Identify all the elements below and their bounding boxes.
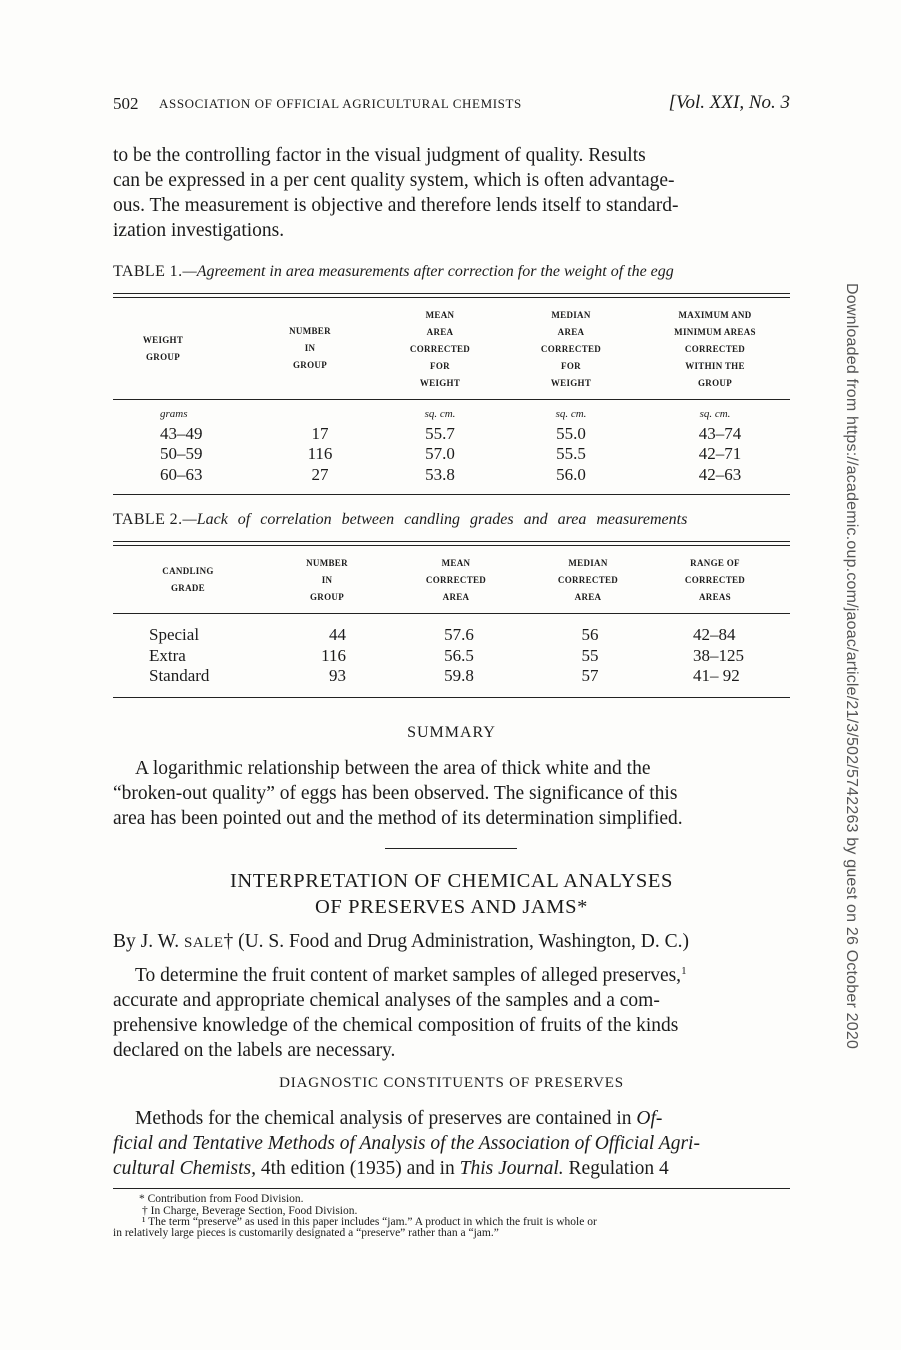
table1-unit-mean: sq. cm. (424, 408, 456, 420)
table1-header-rule (113, 399, 790, 400)
page-number: 502 (113, 94, 139, 113)
article-paragraph-2: Methods for the chemical analysis of preserves are contained in Of- ficial and Tentative Methods of Analysis of the Association of Official Agri- cultural Chemists, 4th edition (1935) and in This Journal. Regulation 4 (113, 1108, 700, 1179)
table-cell: 43–74 (698, 424, 742, 443)
article-paragraph-1 (113, 963, 790, 1063)
text-line: accurate and appropriate chemical analyses of the samples and a com- (113, 990, 660, 1011)
table-cell: 42–84 (693, 625, 736, 644)
table1-header-weight: WEIGHT GROUP (142, 335, 184, 362)
footnote: † In Charge, Beverage Section, Food Division. (142, 1205, 358, 1217)
table1-unit-range: sq. cm. (699, 408, 731, 420)
table-cell: 50–59 (160, 444, 203, 463)
text-line: “broken-out quality” of eggs has been observed. The significance of this (113, 783, 678, 804)
journal-title: ASSOCIATION OF OFFICIAL AGRICULTURAL CHEMISTS (159, 96, 522, 111)
table1-header-number: NUMBER IN GROUP (289, 326, 331, 370)
table2-caption (113, 511, 790, 529)
article-title: INTERPRETATION OF CHEMICAL ANALYSES OF PRESERVES AND JAMS* (229, 870, 674, 918)
table-cell: 42–63 (698, 465, 742, 484)
table2-header-grade: CANDLING GRADE (162, 566, 214, 593)
table-cell: Special (149, 625, 200, 644)
table-cell: 43–49 (160, 424, 203, 443)
text-line: ous. The measurement is objective and therefore lends itself to standard- (113, 195, 679, 216)
author-name: SALE (183, 935, 224, 951)
table1-header-mean: MEAN AREA CORRECTED FOR WEIGHT (409, 310, 471, 388)
table2-header-rule (113, 613, 790, 614)
table2-header-mean: MEAN CORRECTED AREA (425, 558, 487, 602)
text-line: To determine the fruit content of market samples of alleged preserves, (135, 965, 682, 986)
table-cell: 116 (321, 646, 346, 665)
table1-top-rule (113, 297, 790, 298)
table1-header-median: MEDIAN AREA CORRECTED FOR WEIGHT (540, 310, 602, 388)
table-cell: 55.7 (425, 424, 455, 443)
table-cell: 57 (581, 666, 599, 685)
text-line: to be the controlling factor in the visual judgment of quality. Results (113, 145, 646, 166)
table-cell: 116 (307, 444, 333, 463)
text-line: A logarithmic relationship between the area of thick white and the (135, 758, 651, 779)
table-cell: 55.0 (556, 424, 586, 443)
footnote: in relatively large pieces is customarily designated a “preserve” rather than a “jam.” (113, 1227, 499, 1239)
table-cell: 17 (311, 424, 329, 443)
section-subheading: DIAGNOSTIC CONSTITUENTS OF PRESERVES (279, 1075, 624, 1091)
affiliation: (U. S. Food and Drug Administration, Washington, D. C.) (238, 931, 690, 952)
table-cell: 38–125 (693, 646, 744, 665)
table2-header-range: RANGE OF CORRECTED AREAS (684, 558, 746, 602)
table-cell: 55 (581, 646, 599, 665)
text-line: area has been pointed out and the method of its determination simplified. (113, 808, 683, 829)
table2-header-number: NUMBER IN GROUP (306, 558, 348, 602)
table-cell: Extra (149, 646, 186, 665)
table1-label: TABLE 1. (113, 263, 183, 280)
table2-header-median: MEDIAN CORRECTED AREA (557, 558, 619, 602)
table-cell: 56 (581, 625, 599, 644)
table-cell: 55.5 (556, 444, 586, 463)
table1-header-maxmin: MAXIMUM AND MINIMUM AREAS CORRECTED WITHIN THE GROUP (674, 310, 756, 388)
table-cell: 41– 92 (693, 666, 740, 685)
table2-title: —Lack of correlation between candling grades and area measurements (182, 511, 688, 528)
table1-unit-median: sq. cm. (555, 408, 587, 420)
summary-heading: SUMMARY (407, 724, 496, 741)
text-line: ization investigations. (113, 220, 285, 241)
footnote-mark: 1 (681, 965, 687, 977)
table-cell: 42–71 (698, 444, 742, 463)
intro-paragraph (113, 143, 790, 243)
text-line: prehensive knowledge of the chemical composition of fruits of the kinds (113, 1015, 679, 1036)
table1-title: —Agreement in area measurements after correction for the weight of the egg (182, 263, 674, 280)
table-cell: 27 (311, 465, 329, 484)
table-cell: 56.5 (444, 646, 474, 665)
footnote: * Contribution from Food Division. (139, 1193, 304, 1205)
table2-top-rule (113, 545, 790, 546)
footnote: ¹ The term “preserve” as used in this paper includes “jam.” A product in which the fruit is whole or (142, 1216, 597, 1228)
footnote-rule (113, 1188, 790, 1189)
section-divider (385, 848, 517, 849)
table2-bottom-rule (113, 697, 790, 698)
table1-caption (113, 263, 790, 281)
table1-top-rule (113, 293, 790, 294)
table1-bottom-rule (113, 494, 790, 495)
table-cell: 44 (329, 625, 346, 644)
table1-unit-grams: grams (160, 408, 188, 420)
table-cell: 57.6 (444, 625, 474, 644)
volume-info: [Vol. XXI, No. 3 (668, 92, 790, 113)
running-header (113, 92, 790, 118)
table-cell: 56.0 (556, 465, 586, 484)
table-cell: 93 (329, 666, 346, 685)
table2-top-rule (113, 541, 790, 542)
table-cell: 59.8 (444, 666, 474, 685)
text-line: declared on the labels are necessary. (113, 1040, 396, 1061)
byline: By J. W. SALE† (U. S. Food and Drug Administration, Washington, D. C.) (113, 931, 690, 952)
table-cell: 57.0 (425, 444, 455, 463)
summary-paragraph (113, 756, 790, 831)
table2-label: TABLE 2. (113, 511, 183, 528)
download-notice-text[interactable]: Downloaded from https://academic.oup.com/jaoac/article/21/3/502/5742263 by guest on 26 October 2020 (843, 283, 860, 1050)
table-cell: 60–63 (160, 465, 203, 484)
table-cell: Standard (149, 666, 210, 685)
text-line: can be expressed in a per cent quality system, which is often advantage- (113, 170, 675, 191)
table-cell: 53.8 (425, 465, 455, 484)
